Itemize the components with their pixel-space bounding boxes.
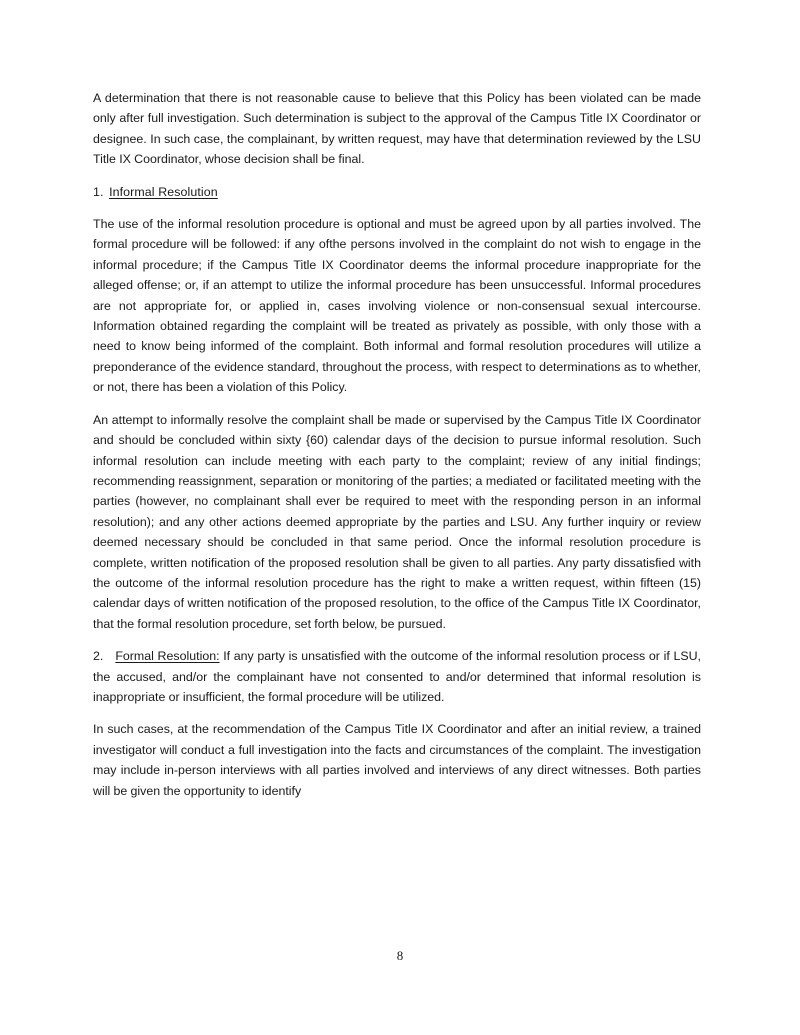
section-heading-informal-resolution xyxy=(93,182,701,202)
paragraph-formal-resolution xyxy=(93,646,701,707)
document-page xyxy=(93,88,701,801)
section-title: Informal Resolution xyxy=(109,184,218,199)
paragraph-informal-attempt: An attempt to informally resolve the complaint shall be made or supervised by the Campus Title IX Coordinator and should be concluded within sixty {60) calendar days of the decision to pursue informal resolution. Such informal resolution can include meeting with each party to the complaint; review of any initial findings; recommending reassignment, separation or monitoring of the parties; a mediated or facilitated meeting with the parties (however, no complainant shall ever be required to meet with the responding person in an informal resolution); and any other actions deemed appropriate by the parties and LSU. Any further inquiry or review deemed necessary should be concluded in that same period. Once the informal resolution procedure is complete, written notification of the proposed resolution shall be given to all parties. Any party dissatisfied with the outcome of the informal resolution procedure has the right to make a written request, within fifteen (15) calendar days of written notification of the proposed resolution, to the office of the Campus Title IX Coordinator, that the formal resolution procedure, set forth below, be pursued. xyxy=(93,412,701,631)
paragraph-investigation: In such cases, at the recommendation of the Campus Title IX Coordinator and after an initial review, a trained investigator will conduct a full investigation into the facts and circumstances of the complaint. The investigation may include in-person interviews with all parties involved and interviews of any direct witnesses. Both parties will be given the opportunity to identify xyxy=(93,722,701,798)
paragraph-determination: A determination that there is not reasonable cause to believe that this Policy has been violated can be made only after full investigation. Such determination is subject to the approval of the Campus Title IX Coordinator or designee. In such case, the complainant, by written request, may have that determination reviewed by the LSU Title IX Coordinator, whose decision shall be final. xyxy=(93,91,701,167)
paragraph-informal-procedure: The use of the informal resolution procedure is optional and must be agreed upon by all parties involved. The formal procedure will be followed: if any ofthe persons involved in the complaint do not wish to engage in the informal procedure; if the Campus Title IX Coordinator deems the informal procedure inappropriate for the alleged offense; or, if an attempt to utilize the informal procedure has been unsuccessful. Informal procedures are not appropriate for, or applied in, cases involving violence or non-consensual sexual intercourse. Information obtained regarding the complaint will be treated as privately as possible, with only those with a need to know being informed of the complaint. Both informal and formal resolution procedures will utilize a preponderance of the evidence standard, throughout the process, with respect to determinations as to whether, or not, there has been a violation of this Policy. xyxy=(93,217,701,395)
section-number: 1. xyxy=(93,184,104,199)
page-number: 8 xyxy=(396,948,404,963)
section-title: Formal Resolution: xyxy=(115,649,220,664)
section-text: If any party is unsatisfied with the outcome of the informal resolution process or if LSU, the accused, and/or the complainant have not consented to and/or determined that informal resolution is inappropriate or insufficient, the formal procedure will be utilized. xyxy=(93,649,701,704)
section-number: 2. xyxy=(93,649,104,664)
